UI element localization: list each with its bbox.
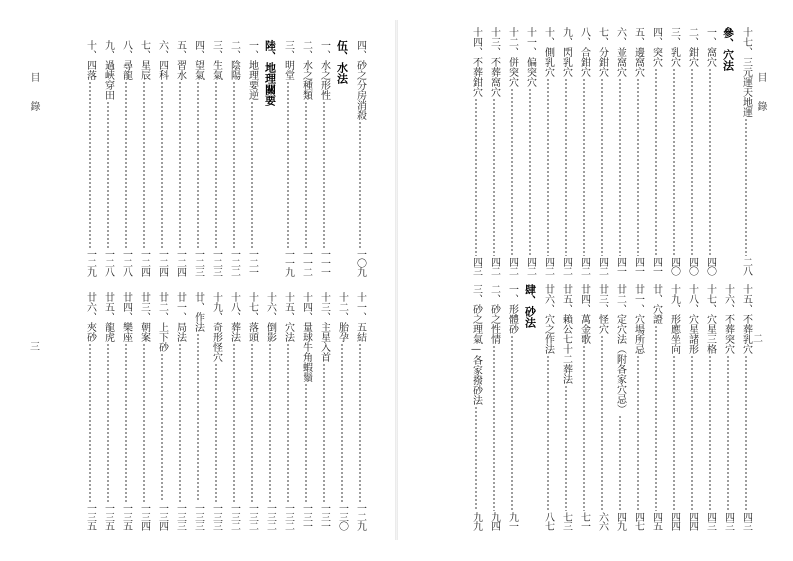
toc-entry [541,27,554,275]
toc-entry-page-number: 一一二 [300,249,312,276]
toc-entry-title: 十六、倒影 [264,292,276,342]
toc-entry-page-number: 一三三 [174,503,186,530]
toc-entry [667,27,680,275]
toc-entry-page-number: 四三 [722,512,734,530]
toc-entry-title: 二、砂之性情 [488,284,500,344]
toc-leader-dots [89,343,91,502]
toc-leader-dots [493,98,495,256]
toc-entry-title: 十五、不葬乳穴 [740,284,752,354]
toc-entry [685,27,698,275]
toc-entry-title: 參、穴法 [721,27,735,71]
toc-entry-page-number: 四九 [614,512,626,530]
toc-leader-dots [341,343,343,502]
toc-entry [577,27,590,275]
toc-entry [299,40,312,276]
toc-leader-dots [709,68,711,256]
toc-entry [83,40,96,276]
toc-entry [137,40,150,276]
toc-entry-title: 二、水之種類 [300,40,312,100]
toc-leader-dots [655,325,657,511]
toc-entry-title: 五、習水 [174,40,186,80]
toc-entry [227,40,240,276]
toc-entry-page-number: 二八 [740,257,752,275]
toc-leader-dots [89,81,91,248]
toc-entry-page-number: 一三二 [228,503,240,530]
toc-leader-dots [637,78,639,256]
toc-entry [649,284,662,530]
toc-entry-page-number: 一三二 [282,503,294,530]
toc-entry-title: 廿三、怪穴 [596,284,608,334]
toc-leader-dots [565,78,567,256]
toc-entry-page-number: 九四 [488,512,500,530]
toc-entry-title: 十七、落頭 [246,292,258,342]
toc-entry [173,40,186,276]
toc-entry-title: 十、側乳穴 [542,27,554,77]
toc-entry-title: 十四、量球牛角蝦鬚 [300,292,312,382]
toc-entry-title: 十八、葬法 [228,292,240,342]
toc-entry-page-number: 一二八 [102,249,114,276]
toc-entry [685,284,698,530]
toc-leader-dots [745,118,747,256]
toc-entry-page-number: 一三五 [120,503,132,530]
toc-entry [119,292,132,530]
toc-leader-dots [511,88,513,256]
toc-leader-dots [215,363,217,502]
toc-leader-dots [197,333,199,502]
toc-entry-page-number: 一二九 [84,249,96,276]
toc-leader-dots [269,343,271,502]
toc-leader-dots [583,78,585,256]
toc-leader-dots [125,81,127,248]
toc-entry-page-number: 九一 [506,512,518,530]
toc-entry [101,40,114,276]
toc-entry-title: 廿四、萬金歌 [578,284,590,344]
toc-entry-page-number: 四七 [632,512,644,530]
toc-entry-page-number: 一三四 [156,503,168,530]
toc-entry-title: 十三、主星入首 [318,292,330,362]
toc-entry-title: 十四、不葬鉗穴 [470,27,482,97]
toc-entry-page-number: 四三 [740,512,752,530]
toc-entry-title: 十二、胎孕 [336,292,348,342]
toc-entry [155,292,168,530]
toc-entry-page-number: 一二三 [210,249,222,276]
toc-entry-title: 一、窩穴 [704,27,716,67]
toc-leader-dots [619,78,621,256]
toc-entry-page-number: 四二 [488,257,500,275]
toc-entry-title: 十、四落 [84,40,96,80]
toc-entry-title: 十六、不葬突穴 [722,284,734,354]
toc-leader-dots [161,81,163,248]
toc-entry-title: 廿六、穴之作法 [542,284,554,354]
toc-entry-title: 七、分鉗穴 [596,27,608,77]
left-running-head: 目 錄 [28,72,39,115]
toc-entry-title: 廿五、賴公七十二葬法 [560,284,572,384]
toc-leader-dots [619,415,621,511]
toc-entry-page-number: 一二四 [174,249,186,276]
toc-entry-page-number: 一一九 [282,249,294,276]
left-toc-top-block [54,40,366,276]
toc-entry-page-number: 一三二 [246,503,258,530]
toc-entry [191,40,204,276]
toc-entry [137,292,150,530]
toc-entry-title: 十九、奇形怪穴 [210,292,222,362]
toc-entry-title: 三、生氣 [210,40,222,80]
toc-entry [613,27,626,275]
toc-leader-dots [583,345,585,511]
toc-entry-page-number: 四〇 [686,257,698,275]
toc-entry [191,292,204,530]
toc-entry [173,292,186,530]
toc-entry-title: 二、鉗穴 [686,27,698,67]
toc-entry [523,27,536,275]
toc-entry [299,292,312,530]
toc-entry [487,27,500,275]
toc-entry-page-number: 六六 [596,512,608,530]
toc-leader-dots [511,335,513,511]
toc-entry [263,292,276,530]
toc-entry-title: 廿二、定穴法（附各家穴忌） [614,284,626,414]
toc-entry-title: 十九、形應坐向 [668,284,680,354]
right-toc-bottom-block [440,284,752,530]
toc-leader-dots [179,81,181,248]
toc-entry-title: 廿、作法 [192,292,204,332]
toc-entry-page-number: 一一一 [318,249,330,276]
toc-leader-dots [161,353,163,502]
toc-leader-dots [251,101,253,248]
toc-entry-page-number: 四一 [614,257,626,275]
toc-entry-page-number: 四二 [524,257,536,275]
toc-entry [721,284,734,530]
toc-entry-title: 三、乳穴 [668,27,680,67]
toc-entry-title: 廿三、朝案 [138,292,150,342]
toc-entry [83,292,96,530]
toc-entry [101,292,114,530]
toc-leader-dots [125,343,127,502]
toc-entry-title: 一、地理要逆 [246,40,258,100]
toc-leader-dots [709,355,711,511]
toc-entry-page-number: 四三 [704,512,716,530]
toc-entry [631,27,644,275]
toc-leader-dots [251,343,253,502]
toc-leader-dots [601,335,603,511]
toc-leader-dots [143,343,145,502]
toc-leader-dots [637,355,639,511]
toc-entry-page-number: 一三五 [84,503,96,530]
right-running-head: 目 錄 [755,72,766,115]
toc-entry-page-number: 一三一 [300,503,312,530]
toc-entry-title: 十五、穴法 [282,292,294,342]
toc-leader-dots [287,81,289,248]
toc-entry [353,292,366,530]
toc-leader-dots [305,101,307,248]
toc-entry [613,284,626,530]
toc-entry [739,27,752,275]
toc-entry [281,40,294,276]
toc-leader-dots [359,121,361,248]
toc-entry-title: 七、星辰 [138,40,150,80]
toc-entry-page-number: 四二 [596,257,608,275]
toc-entry [335,292,348,530]
toc-entry-title: 廿、穴證 [650,284,662,324]
toc-entry [541,284,554,530]
toc-entry-title: 九、過峽穿田 [102,40,114,100]
toc-entry-title: 廿一、局法 [174,292,186,342]
toc-entry-title: 一、水之形性 [318,40,330,100]
toc-entry-title: 廿一、穴場所忌 [632,284,644,354]
toc-entry [595,27,608,275]
toc-entry-title: 伍、水法 [335,40,349,84]
toc-entry-title: 十一、五結 [354,292,366,342]
toc-entry [119,40,132,276]
toc-leader-dots [547,355,549,511]
toc-entry-page-number: 四一 [632,257,644,275]
toc-leader-dots [143,81,145,248]
toc-entry-page-number: 一二四 [138,249,150,276]
toc-leader-dots [673,355,675,511]
toc-leader-dots [655,68,657,256]
toc-leader-dots [475,406,477,511]
toc-entry-title: 十七、三元運天地運 [740,27,752,117]
toc-entry [155,40,168,276]
toc-leader-dots [107,343,109,502]
toc-entry-page-number: 四二 [506,257,518,275]
toc-entry [281,292,294,530]
toc-entry-page-number: 四〇 [704,257,716,275]
toc-leader-dots [565,385,567,511]
toc-entry [487,284,500,530]
toc-entry [505,27,518,275]
toc-entry-title: 一、形體砂 [506,284,518,334]
toc-entry-page-number: 一二八 [120,249,132,276]
toc-entry-title: 廿六、夾砂 [84,292,96,342]
right-folio: 二 [753,334,763,345]
toc-entry-title: 二、陰陽 [228,40,240,80]
toc-entry-title: 四、突穴 [650,27,662,67]
toc-leader-dots [691,68,693,256]
toc-entry-title: 十八、穴星諸形 [686,284,698,354]
toc-section-heading [263,40,276,276]
toc-leader-dots [691,355,693,511]
toc-entry-page-number: 四〇 [668,257,680,275]
toc-entry-page-number: 一二二 [228,249,240,276]
toc-entry-page-number: 四五 [650,512,662,530]
toc-leader-dots [197,81,199,248]
left-toc-bottom-block [54,292,366,530]
left-page [0,0,396,561]
toc-entry-title: 八、合鉗穴 [578,27,590,77]
toc-entry-title: 五、邊窩穴 [632,27,644,77]
toc-leader-dots [493,345,495,511]
toc-entry-title: 肆、砂法 [523,284,537,328]
toc-entry-page-number: 七三 [560,512,572,530]
toc-entry-page-number: 九九 [470,512,482,530]
toc-entry-page-number: 七一 [578,512,590,530]
toc-entry-page-number: 一二一 [246,249,258,276]
toc-entry-title: 廿四、樂座 [120,292,132,342]
toc-entry [227,292,240,530]
toc-leader-dots [323,101,325,248]
toc-entry-page-number: 四四 [668,512,680,530]
toc-entry-page-number: 一二四 [156,249,168,276]
toc-leader-dots [323,363,325,502]
toc-entry-page-number: 四二 [542,257,554,275]
toc-entry-page-number: 四三 [470,257,482,275]
toc-entry [245,292,258,530]
toc-entry-page-number: 一三四 [138,503,150,530]
toc-entry [317,40,330,276]
toc-leader-dots [359,343,361,502]
toc-entry-page-number: 一二三 [192,249,204,276]
toc-entry [577,284,590,530]
toc-entry-page-number: 八七 [542,512,554,530]
toc-entry-title: 十二、併突穴 [506,27,518,87]
toc-entry-title: 六、四科 [156,40,168,80]
toc-entry [703,284,716,530]
toc-entry-page-number: 一二九 [354,503,366,530]
toc-entry-title: 四、望氣 [192,40,204,80]
toc-entry [505,284,518,530]
toc-entry-title: 六、並窩穴 [614,27,626,77]
toc-entry [595,284,608,530]
toc-section-heading [335,40,348,276]
toc-leader-dots [179,343,181,502]
toc-entry [317,292,330,530]
toc-entry-title: 九、閃乳穴 [560,27,572,77]
left-folio: 三 [30,342,40,353]
toc-entry-page-number: 四二 [560,257,572,275]
toc-leader-dots [233,81,235,248]
toc-leader-dots [305,383,307,502]
toc-entry-title: 十一、偏突穴 [524,27,536,87]
toc-leader-dots [727,355,729,511]
toc-entry [703,27,716,275]
toc-entry [469,27,482,275]
toc-entry [631,284,644,530]
toc-entry [209,40,222,276]
toc-leader-dots [287,343,289,502]
toc-entry-page-number: 四四 [686,512,698,530]
toc-entry [469,284,482,530]
toc-entry-page-number: 四二 [578,257,590,275]
toc-entry-title: 十三、不葬窩穴 [488,27,500,97]
toc-entry-title: 三、砂之理氣—各家撥砂法 [470,284,482,405]
toc-leader-dots [601,78,603,256]
toc-entry [739,284,752,530]
toc-entry [245,40,258,276]
toc-entry-page-number: 一〇九 [354,249,366,276]
toc-leader-dots [529,88,531,256]
toc-leader-dots [745,355,747,511]
toc-entry [209,292,222,530]
toc-section-heading [721,27,734,275]
toc-entry-title: 四、砂之分房消殺 [354,40,366,120]
toc-entry [353,40,366,276]
toc-entry-title: 十七、穴星三格 [704,284,716,354]
toc-entry-page-number: 一三〇 [336,503,348,530]
toc-leader-dots [475,98,477,256]
toc-entry-page-number: 一三二 [264,503,276,530]
toc-entry-title: 廿五、龍虎 [102,292,114,342]
toc-entry-page-number: 一三三 [192,503,204,530]
toc-leader-dots [673,68,675,256]
toc-leader-dots [107,101,109,248]
toc-entry-title: 陸、地理關要 [263,40,277,106]
toc-entry [559,284,572,530]
toc-entry-page-number: 一三一 [318,503,330,530]
toc-leader-dots [547,78,549,256]
toc-entry-page-number: 一三三 [210,503,222,530]
toc-entry-title: 廿二、上下砂 [156,292,168,352]
toc-leader-dots [215,81,217,248]
toc-leader-dots [233,343,235,502]
toc-entry-title: 三、明堂 [282,40,294,80]
toc-entry [667,284,680,530]
toc-entry-page-number: 四一 [650,257,662,275]
toc-entry [649,27,662,275]
toc-entry-title: 八、尋龍 [120,40,132,80]
right-toc-top-block [440,27,752,275]
toc-entry-page-number: 一三五 [102,503,114,530]
toc-entry [559,27,572,275]
toc-section-heading [523,284,536,530]
right-page [397,0,793,561]
